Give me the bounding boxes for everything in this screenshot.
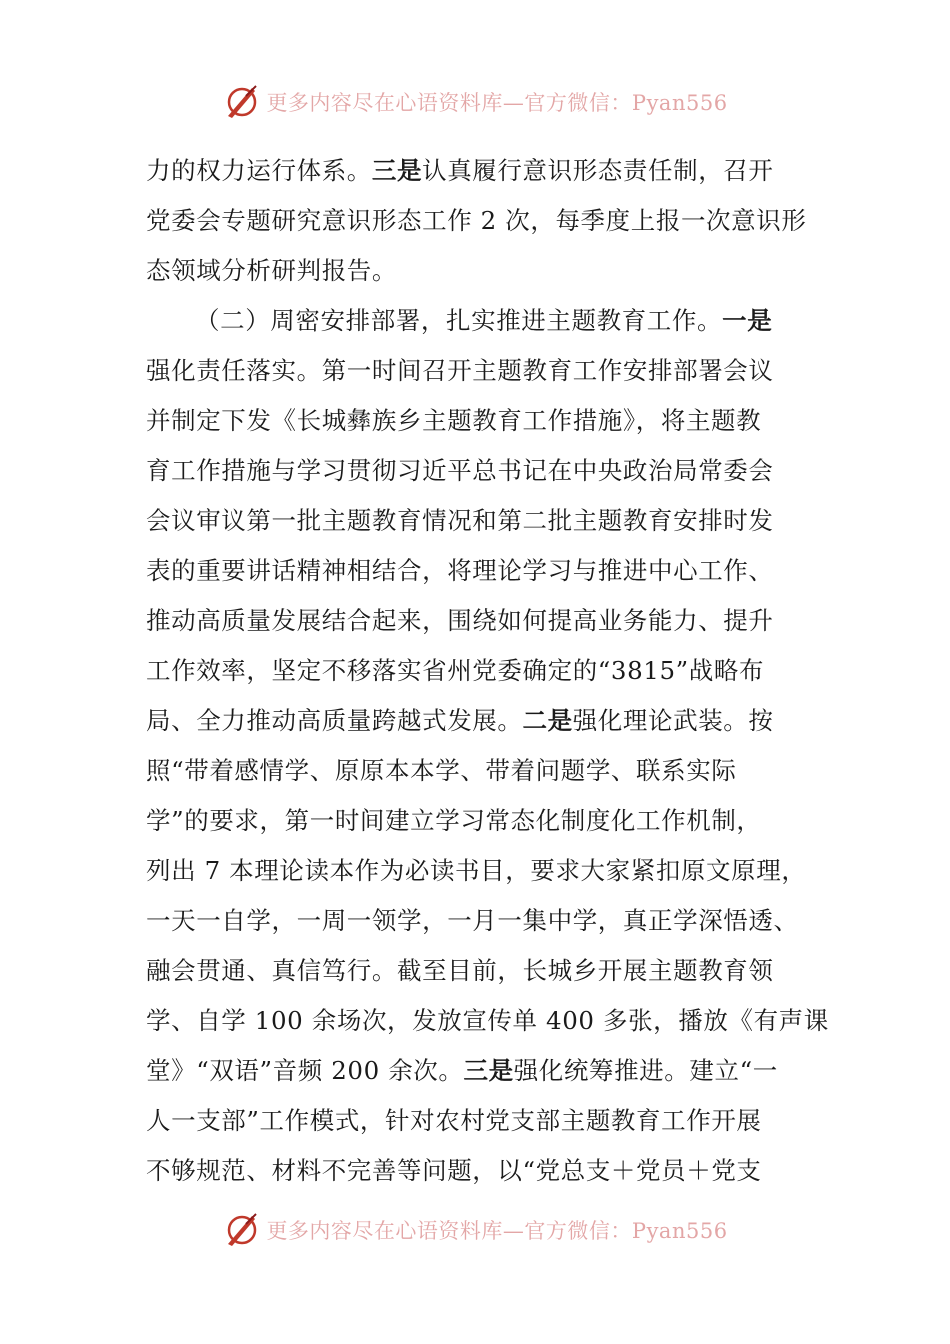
text-line <box>146 646 810 696</box>
text-segment: 学”的要求，第一时间建立学习常态化制度化工作机制， <box>146 806 762 835</box>
text-segment: 并制定下发《长城彝族乡主题教育工作措施》，将主题教 <box>146 406 762 435</box>
quill-logo-icon <box>222 82 262 122</box>
watermark-text: 更多内容尽在心语资料库—官方微信：Pyan556 <box>266 91 728 115</box>
text-segment: 工作效率，坚定不移落实省州党委确定的“3815”战略布 <box>146 656 765 685</box>
text-line <box>146 1146 810 1196</box>
text-line <box>146 246 810 296</box>
text-line <box>146 1096 810 1146</box>
document-body <box>146 146 829 1196</box>
text-line <box>146 846 810 896</box>
text-segment: 强化责任落实。第一时间召开主题教育工作安排部署会议 <box>146 356 774 385</box>
text-line <box>146 546 810 596</box>
text-segment: 力的权力运行体系。 <box>146 156 372 185</box>
text-line <box>146 446 810 496</box>
bold-marker: 一是 <box>722 306 773 335</box>
bold-marker: 三是 <box>463 1056 514 1085</box>
text-segment: （二）周密安排部署，扎实推进主题教育工作。 <box>195 306 723 335</box>
text-segment: 学、自学 100 余场次，发放宣传单 400 多张，播放《有声课 <box>146 1006 829 1035</box>
text-segment: 一天一自学，一周一领学，一月一集中学，真正学深悟透、 <box>146 906 799 935</box>
text-segment: 融会贯通、真信笃行。截至目前，长城乡开展主题教育领 <box>146 956 774 985</box>
watermark-banner-bottom <box>0 1210 950 1250</box>
watermark-banner-top <box>0 82 950 122</box>
text-line <box>146 1046 810 1096</box>
text-segment: 会议审议第一批主题教育情况和第二批主题教育安排时发 <box>146 506 774 535</box>
text-line <box>146 796 810 846</box>
text-segment: 育工作措施与学习贯彻习近平总书记在中央政治局常委会 <box>146 456 774 485</box>
text-line <box>146 196 810 246</box>
text-line <box>146 996 829 1046</box>
text-segment: 强化理论武装。按 <box>572 706 774 735</box>
text-segment: 照“带着感情学、原原本本学、带着问题学、联系实际 <box>146 756 737 785</box>
text-segment: 强化统筹推进。建立“一 <box>513 1056 778 1085</box>
quill-logo-icon <box>222 1210 262 1250</box>
text-segment: 推动高质量发展结合起来，围绕如何提高业务能力、提升 <box>146 606 774 635</box>
text-segment: 列出 7 本理论读本作为必读书目，要求大家紧扣原文原理， <box>146 856 807 885</box>
text-line <box>146 746 810 796</box>
text-line <box>146 596 810 646</box>
text-segment: 表的重要讲话精神相结合，将理论学习与推进中心工作、 <box>146 556 774 585</box>
text-segment: 局、全力推动高质量跨越式发展。 <box>146 706 523 735</box>
text-segment: 堂》“双语”音频 200 余次。 <box>146 1056 464 1085</box>
text-line <box>146 396 810 446</box>
text-line <box>146 946 810 996</box>
text-segment: 党委会专题研究意识形态工作 2 次，每季度上报一次意识形 <box>146 206 807 235</box>
text-segment: 人一支部”工作模式，针对农村党支部主题教育工作开展 <box>146 1106 762 1135</box>
bold-marker: 三是 <box>371 156 423 185</box>
text-line <box>146 296 810 346</box>
text-line <box>146 146 810 196</box>
bold-marker: 二是 <box>522 706 573 735</box>
text-line <box>146 696 810 746</box>
text-line <box>146 896 810 946</box>
text-line <box>146 496 810 546</box>
text-segment: 认真履行意识形态责任制，召开 <box>422 156 774 185</box>
watermark-text: 更多内容尽在心语资料库—官方微信：Pyan556 <box>266 1219 728 1243</box>
text-segment: 态领域分析研判报告。 <box>146 256 397 285</box>
text-segment: 不够规范、材料不完善等问题，以“党总支＋党员＋党支 <box>146 1156 762 1185</box>
text-line <box>146 346 810 396</box>
